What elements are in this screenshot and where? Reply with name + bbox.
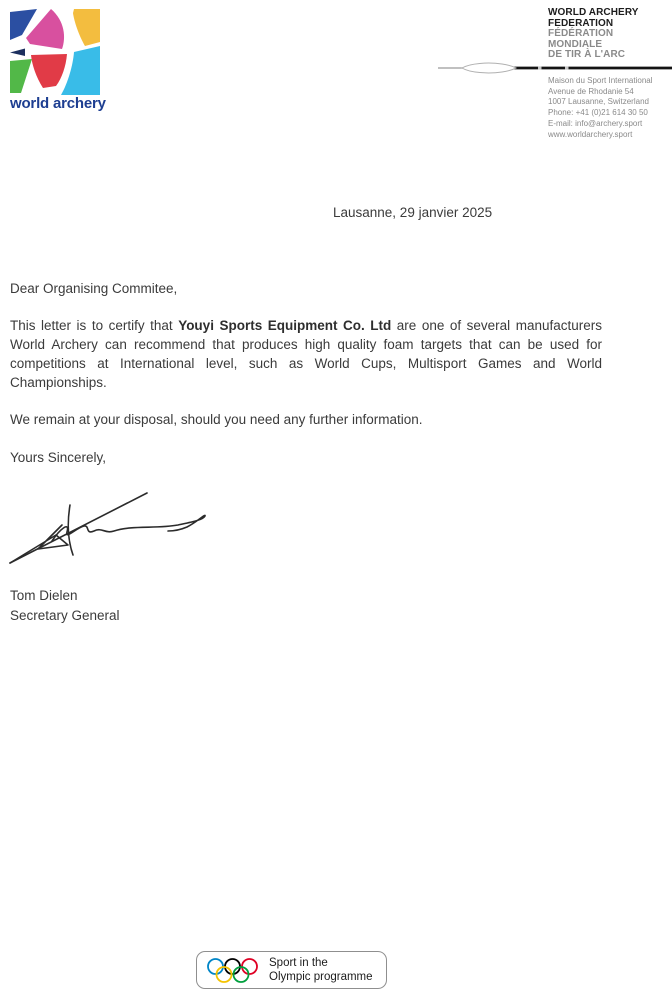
badge-caption-line: Sport in the (269, 957, 328, 969)
address-line: Maison du Sport International (548, 76, 653, 85)
company-name: Youyi Sports Equipment Co. Ltd (178, 318, 392, 333)
world-archery-wordmark: world archery (10, 95, 106, 112)
logo-arrowhead (10, 49, 25, 57)
logo-green-segment (10, 59, 32, 93)
org-name-fr-line: DE TIR À L'ARC (548, 49, 626, 60)
arrow-icon (436, 60, 672, 76)
olympic-badge (196, 951, 387, 989)
world-archery-logo-icon (10, 8, 100, 95)
org-name-line: FEDERATION (548, 17, 614, 29)
para1-text: are one of several manufacturers World Archery can recommend that produces high quality foam targets that can be used for competitions at International level, such as World Cups, Multisport Games and World Championships. (10, 318, 602, 390)
body-paragraph-2: We remain at your disposal, should you need any further information. (10, 412, 423, 427)
signature-block (10, 586, 120, 625)
address-line: Phone: +41 (0)21 614 30 50 (548, 108, 648, 118)
logo-lightblue-segment (61, 46, 100, 95)
logo-yellow-segment (73, 9, 100, 46)
org-name-en (548, 8, 639, 29)
signature-image (6, 487, 211, 567)
address-line: 1007 Lausanne, Switzerland (548, 97, 649, 107)
address-block (548, 76, 653, 140)
address-line: www.worldarchery.sport (548, 129, 633, 139)
address-line: Avenue de Rhodanie 54 (548, 86, 634, 96)
signer-title: Secretary General (10, 607, 120, 623)
org-name-fr-line: FÉDÉRATION (548, 28, 614, 39)
address-line: E-mail: info@archery.sport (548, 118, 643, 128)
badge-caption (269, 956, 373, 984)
signer-name: Tom Dielen (10, 588, 78, 603)
body-paragraph-1 (10, 316, 602, 392)
logo-red-segment (31, 54, 67, 88)
closing-line: Yours Sincerely, (10, 450, 107, 465)
para1-text: This letter is to certify that (10, 318, 179, 333)
dateline: Lausanne, 29 janvier 2025 (333, 205, 493, 220)
olympic-rings-icon (206, 957, 258, 984)
org-name-line: WORLD ARCHERY (548, 7, 639, 18)
badge-caption-line: Olympic programme (269, 971, 373, 983)
org-name-fr-line: MONDIALE (548, 38, 603, 50)
salutation: Dear Organising Commitee, (10, 281, 178, 296)
org-name-fr (548, 29, 625, 61)
